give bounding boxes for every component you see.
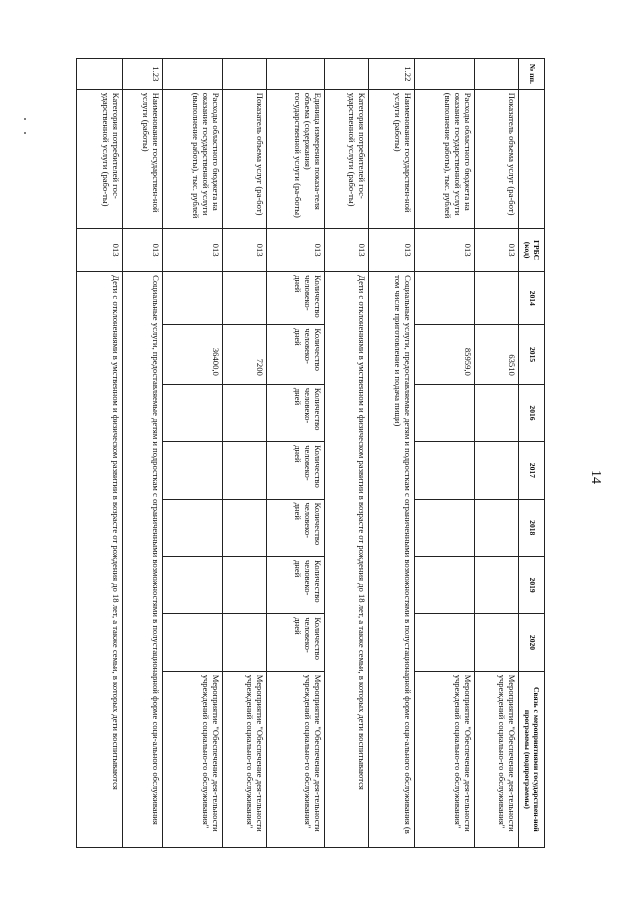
table-row bbox=[163, 59, 223, 848]
table-cell bbox=[77, 59, 123, 90]
table-cell bbox=[223, 59, 267, 90]
table-cell: Категория потребителей гос-ударственной услуги (рабо-ты) bbox=[325, 89, 369, 228]
table-cell: 013 bbox=[325, 229, 369, 272]
table-cell bbox=[475, 499, 519, 556]
scan-speck bbox=[24, 132, 26, 134]
table-row bbox=[77, 59, 123, 848]
header-link: Связь с мероприятиями государствен-ной программы (подпрограммы) bbox=[519, 671, 545, 847]
table-cell: 013 bbox=[267, 229, 325, 272]
table-cell: Социальные услуги, предоставляемые детям и подросткам с ограниченными возможностями в полустационарной форме соци-ального обслуживания bbox=[123, 272, 163, 848]
table-cell: Категория потребителей гос-ударственной услуги (рабо-ты) bbox=[77, 89, 123, 228]
table-cell bbox=[415, 499, 475, 556]
table-cell: 1.23 bbox=[123, 59, 163, 90]
rotated-table-wrapper bbox=[77, 58, 545, 848]
table-cell bbox=[223, 272, 267, 325]
table-cell bbox=[163, 499, 223, 556]
table-row bbox=[267, 59, 325, 848]
table-cell: 1.22 bbox=[369, 59, 415, 90]
table-cell: Показатель объема услуг (ра-бот) bbox=[223, 89, 267, 228]
table-cell bbox=[267, 59, 325, 90]
table-cell: Дети с отклонениями в умственном и физическом развитии в возрасте от рождения до 18 лет, а также семьи, в которых дети воспитываются bbox=[77, 272, 123, 848]
table-cell bbox=[223, 384, 267, 441]
table-cell: Социальные услуги, предоставляемые детям и подросткам с ограниченными возможностями в полустационарной форме соци-ального обслуживания (в том числе приготовление и подача пищи) bbox=[369, 272, 415, 848]
table-cell bbox=[163, 442, 223, 499]
table-cell bbox=[475, 442, 519, 499]
table-cell: 013 bbox=[123, 229, 163, 272]
table-cell bbox=[415, 59, 475, 90]
table-cell: Количество человеко-дней bbox=[267, 556, 325, 613]
table-cell: Мероприятие "Обеспечение дея-тельности учреждений социально-го обслуживания" bbox=[267, 671, 325, 847]
table-cell bbox=[415, 556, 475, 613]
table-cell bbox=[475, 556, 519, 613]
table-cell bbox=[223, 556, 267, 613]
table-row bbox=[325, 59, 369, 848]
table-cell bbox=[223, 614, 267, 671]
header-2020: 2020 bbox=[519, 614, 545, 671]
table-cell: Количество человеко-дней bbox=[267, 325, 325, 384]
table-row bbox=[223, 59, 267, 848]
table-cell bbox=[163, 614, 223, 671]
header-2016: 2016 bbox=[519, 384, 545, 441]
table-cell: 7200 bbox=[223, 325, 267, 384]
table-cell bbox=[223, 499, 267, 556]
table-cell: Показатель объема услуг (ра-бот) bbox=[475, 89, 519, 228]
table-cell: Количество человеко-дней bbox=[267, 384, 325, 441]
table-cell bbox=[475, 272, 519, 325]
scan-speck bbox=[24, 118, 26, 120]
page-number: 14 bbox=[588, 470, 603, 484]
table-cell: 013 bbox=[223, 229, 267, 272]
table-cell: 013 bbox=[369, 229, 415, 272]
table-cell: Наименование государствен-ной услуги (работы) bbox=[123, 89, 163, 228]
table-cell: 013 bbox=[163, 229, 223, 272]
header-grbs: ГРБС (код) bbox=[519, 229, 545, 272]
header-2015: 2015 bbox=[519, 325, 545, 384]
table-cell: Количество человеко-дней bbox=[267, 614, 325, 671]
table-cell bbox=[163, 272, 223, 325]
table-cell bbox=[163, 59, 223, 90]
indicators-table bbox=[76, 58, 545, 848]
table-cell: Количество человеко-дней bbox=[267, 272, 325, 325]
table-cell: 63510 bbox=[475, 325, 519, 384]
table-cell bbox=[163, 384, 223, 441]
table-row bbox=[369, 59, 415, 848]
table-row bbox=[475, 59, 519, 848]
table-cell bbox=[415, 384, 475, 441]
table-cell: Количество человеко-дней bbox=[267, 499, 325, 556]
table-cell: Дети с отклонениями в умственном и физическом развитии в возрасте от рождения до 18 лет, а также семьи, в которых дети воспитываются bbox=[325, 272, 369, 848]
header-2014: 2014 bbox=[519, 272, 545, 325]
table-cell: Количество человеко-дней bbox=[267, 442, 325, 499]
table-cell bbox=[223, 442, 267, 499]
table-cell: Единица измерения показа-теля объема (содержания) государственной услуги (ра-боты) bbox=[267, 89, 325, 228]
table-cell bbox=[415, 272, 475, 325]
table-cell bbox=[163, 556, 223, 613]
table-cell bbox=[475, 384, 519, 441]
table-cell: Наименование государствен-ной услуги (работы) bbox=[369, 89, 415, 228]
table-cell: 013 bbox=[475, 229, 519, 272]
table-cell bbox=[475, 614, 519, 671]
header-row bbox=[519, 59, 545, 848]
header-num: № пп. bbox=[519, 59, 545, 90]
table-cell: 85959,0 bbox=[415, 325, 475, 384]
table-cell: 013 bbox=[77, 229, 123, 272]
header-2019: 2019 bbox=[519, 556, 545, 613]
table-cell bbox=[475, 59, 519, 90]
table-cell: Мероприятие "Обеспечение дея-тельности учреждений социально-го обслуживания" bbox=[163, 671, 223, 847]
table-cell: Расходы областного бюджета на оказание государственной услуги (выполнение работы), тыс. рублей bbox=[415, 89, 475, 228]
table-cell bbox=[415, 442, 475, 499]
table-cell bbox=[415, 614, 475, 671]
table-cell: Мероприятие "Обеспечение дея-тельности учреждений социально-го обслуживания" bbox=[475, 671, 519, 847]
table-cell: 36400,0 bbox=[163, 325, 223, 384]
table-row bbox=[123, 59, 163, 848]
table-cell: 013 bbox=[415, 229, 475, 272]
table-cell: Мероприятие "Обеспечение дея-тельности учреждений социально-го обслуживания" bbox=[415, 671, 475, 847]
table-cell: Расходы областного бюджета на оказание государственной услуги (выполнение работы), тыс. рублей bbox=[163, 89, 223, 228]
table-cell: Мероприятие "Обеспечение дея-тельности учреждений социально-го обслуживания" bbox=[223, 671, 267, 847]
header-2018: 2018 bbox=[519, 499, 545, 556]
table-row bbox=[415, 59, 475, 848]
header-name bbox=[519, 89, 545, 228]
header-2017: 2017 bbox=[519, 442, 545, 499]
table-cell bbox=[325, 59, 369, 90]
